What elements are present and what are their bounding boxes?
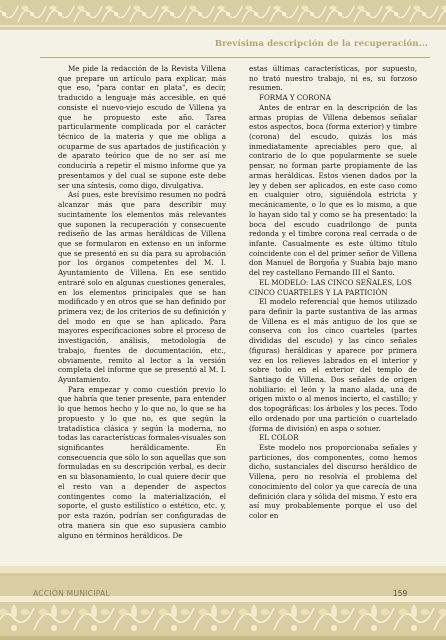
paragraph: Para empezar y como cuestión previo lo que habría que tener presente, para entender lo que hemos hecho y lo que no, lo que se ha propuesto y lo que no, es que según la tratadística clásica y según la moderna, no todas las características formales-visuales son significantes heráldicamente. En consecuencia que sólo lo son aquellas que son formuladas en su descripción verbal, es decir en su blasonamiento, lo cual quiere decir que el resto van a depender de aspectos contingentes como la materialización, el soporte, el gusto estilístico o estético, etc. y, por esta razón, podrían ser configuradas de otra manera sin que eso supusiera cambio alguno en términos heráldicos. De <box>58 384 226 540</box>
top-ornamental-border <box>0 0 446 30</box>
paragraph: Me pide la redacción de la Revista Villena que prepare un artículo para explicar, más que eso, "para contar en plata", es decir, traducido a lenguaje más accesible, en qué consiste el nuevo-viejo escudo de Villena ya que he propuesto este año. Tarea particularmente complicada por el carácter técnico de la materia y que me obliga a ocuparme de sus apartados de justificación y de aparato teórico que de no ser así me conduciría a repetir el mismo informe que ya presentamos y del cual se supone este debe ser una síntesis, como digo, divulgativa. <box>58 64 226 190</box>
footer-section-label: ACCIÓN MUNICIPAL <box>33 589 110 598</box>
paragraph: Así pues, este brevísimo resumen no podrá alcanzar más que para describir muy sucintamente los elementos más relevantes que suponen la recuperación y consecuente rediseño de las armas heráldicas de Villena que se formularon en extenso en un informe que se presentó en su día para su aprobación por los órganos competentes del M. I. Ayuntamiento de Villena. En ese sentido entraré solo en algunas cuestiones generales, en los elementos principales que se han modificado y en otros que se han definido por primera vez; de los criterios de su definición y del modo en que se han aplicado. Para mayores especificaciones sobre el proceso de investigación, análisis, metodología de trabajo, fuentes de documentación, etc., obviamente, remito al lector a la versión completa del informe que se presentó al M. I. Ayuntamiento. <box>58 190 226 384</box>
left-column <box>58 64 226 540</box>
paragraph: Antes de entrar en la descripción de las armas propias de Villena debemos señalar estos aspectos, boca (forma exterior) y timbre (corona) del escudo, quizás los más inmediatamente apreciables pero que, al contrario de lo que popularmente se suele pensar, no forman parte propiamente de las armas heráldicas. Estos vienen dados por la ley y deben ser aplicados, en este caso como en cualquier otro, siguiéndola estricta y mecánicamente, o lo que es lo mismo, a que lo hayan sido tal y como se ha presentado: la boca del escudo cuadrilongo de punta redonda y el timbre corona real cerrada o de infante. Casualmente es este último título coincidente con el del primer señor de Villena don Manuel de Borgoña y Suabia bajo mano del rey castellano Fernando III el Santo. <box>249 102 417 278</box>
ornament-pattern-bottom <box>0 566 446 640</box>
paragraph: estas últimas características, por supuesto, no trató nuestro trabajo, ni es, su forzoso resumen. <box>249 64 417 93</box>
running-header <box>40 35 430 58</box>
section-heading: FORMA Y CORONA <box>259 93 331 103</box>
section-heading: EL COLOR <box>259 433 299 443</box>
bottom-ornamental-border <box>0 566 446 640</box>
section-heading: EL MODELO: LAS CINCO SEÑALES, LOS CINCO CUARTELES Y LA PARTICIÓN <box>249 277 412 297</box>
running-title: Brevísima descripción de la recuperación... <box>214 39 428 49</box>
paragraph: Este modelo nos proporcionaba señales y particiones, dos componentes, como hemos dicho, sustanciales del discurso heráldico de Villena, pero no resolvía el problema del conocimiento del color ya que carecía de una definición clara y sólida del mismo. Y esto era así muy probablemente porque el uso del color en <box>249 443 417 521</box>
right-column <box>249 64 417 521</box>
ornament-pattern-top <box>0 0 446 30</box>
page-number: 159 <box>393 589 408 598</box>
paragraph: El modelo referencial que hemos utilizado para definir la parte sustantiva de las armas de Villena es el más antiguo de los que se conserva con los cinco cuarteles (partes divididas del escudo) y las cinco señales (figuras) heráldicas y aparece por primera vez en los relieves labrados en el interior y sobre todo en el exterior del templo de Santiago de Villena. Dos señales de origen nobiliario: el león y la mano alada, una de origen mixto o al menos incierto, el castillo; y dos topográficas: los árboles y los peces. Todo ello ordenado por una partición o cuartelado (forma de división) en aspa o sotuer. <box>249 297 417 433</box>
